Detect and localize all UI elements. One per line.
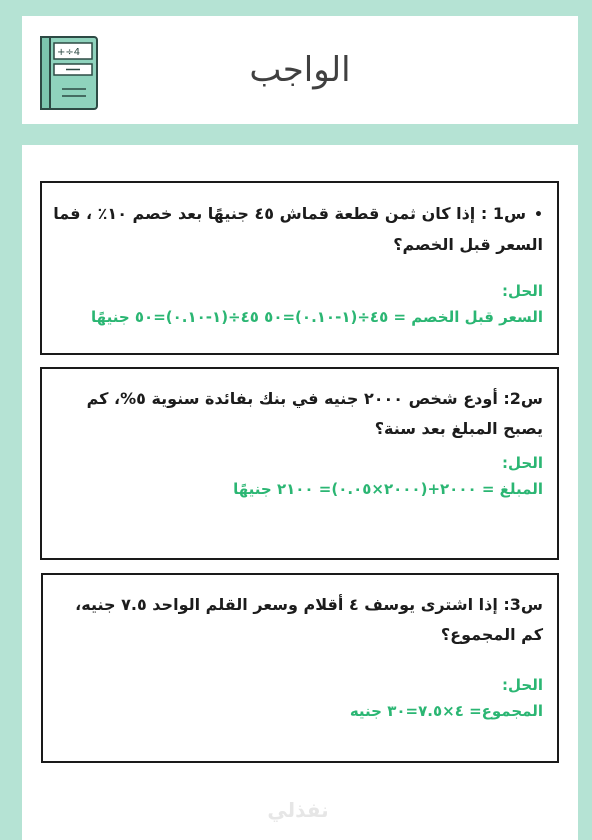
solution-label-3: الحل: xyxy=(502,676,543,694)
question-box-1 xyxy=(40,181,559,355)
question-box-2 xyxy=(40,367,559,560)
question-box-3 xyxy=(41,573,559,763)
solution-text-2: المبلغ = ٢٠٠٠+(٢٠٠٠×٠.٠٥)= ٢١٠٠ جنيهًا xyxy=(233,480,543,498)
bullet-icon: • xyxy=(534,207,543,223)
question-text-2: س2: أودع شخص ٢٠٠٠ جنيه في بنك بفائدة سنوية ٥%، كم يصبح المبلغ بعد سنة؟ xyxy=(86,389,543,438)
solution-text-1: السعر قبل الخصم = ٤٥÷(١-٠.١٠)=٥٠ ٤٥÷(١-٠.١٠)=٥٠ جنيهًا xyxy=(91,308,543,326)
content-card xyxy=(22,145,578,840)
solution-text-3: المجموع= ٤×٧.٥=٣٠ جنيه xyxy=(349,702,543,720)
page-title: الواجب xyxy=(249,50,351,90)
header-card xyxy=(22,16,578,124)
solution-label-1: الحل: xyxy=(502,282,543,300)
question-text-1: •س1 : إذا كان ثمن قطعة قماش ٤٥ جنيهًا بعد خصم ١٠٪ ، فما السعر قبل الخصم؟ xyxy=(53,204,543,254)
question-text-3: س3: إذا اشترى يوسف ٤ أقلام وسعر القلم الواحد ٧.٥ جنيه، كم المجموع؟ xyxy=(75,595,543,644)
solution-label-2: الحل: xyxy=(502,454,543,472)
svg-text:+÷4: +÷4 xyxy=(57,47,81,58)
watermark-logo: نفذلي xyxy=(267,798,329,822)
